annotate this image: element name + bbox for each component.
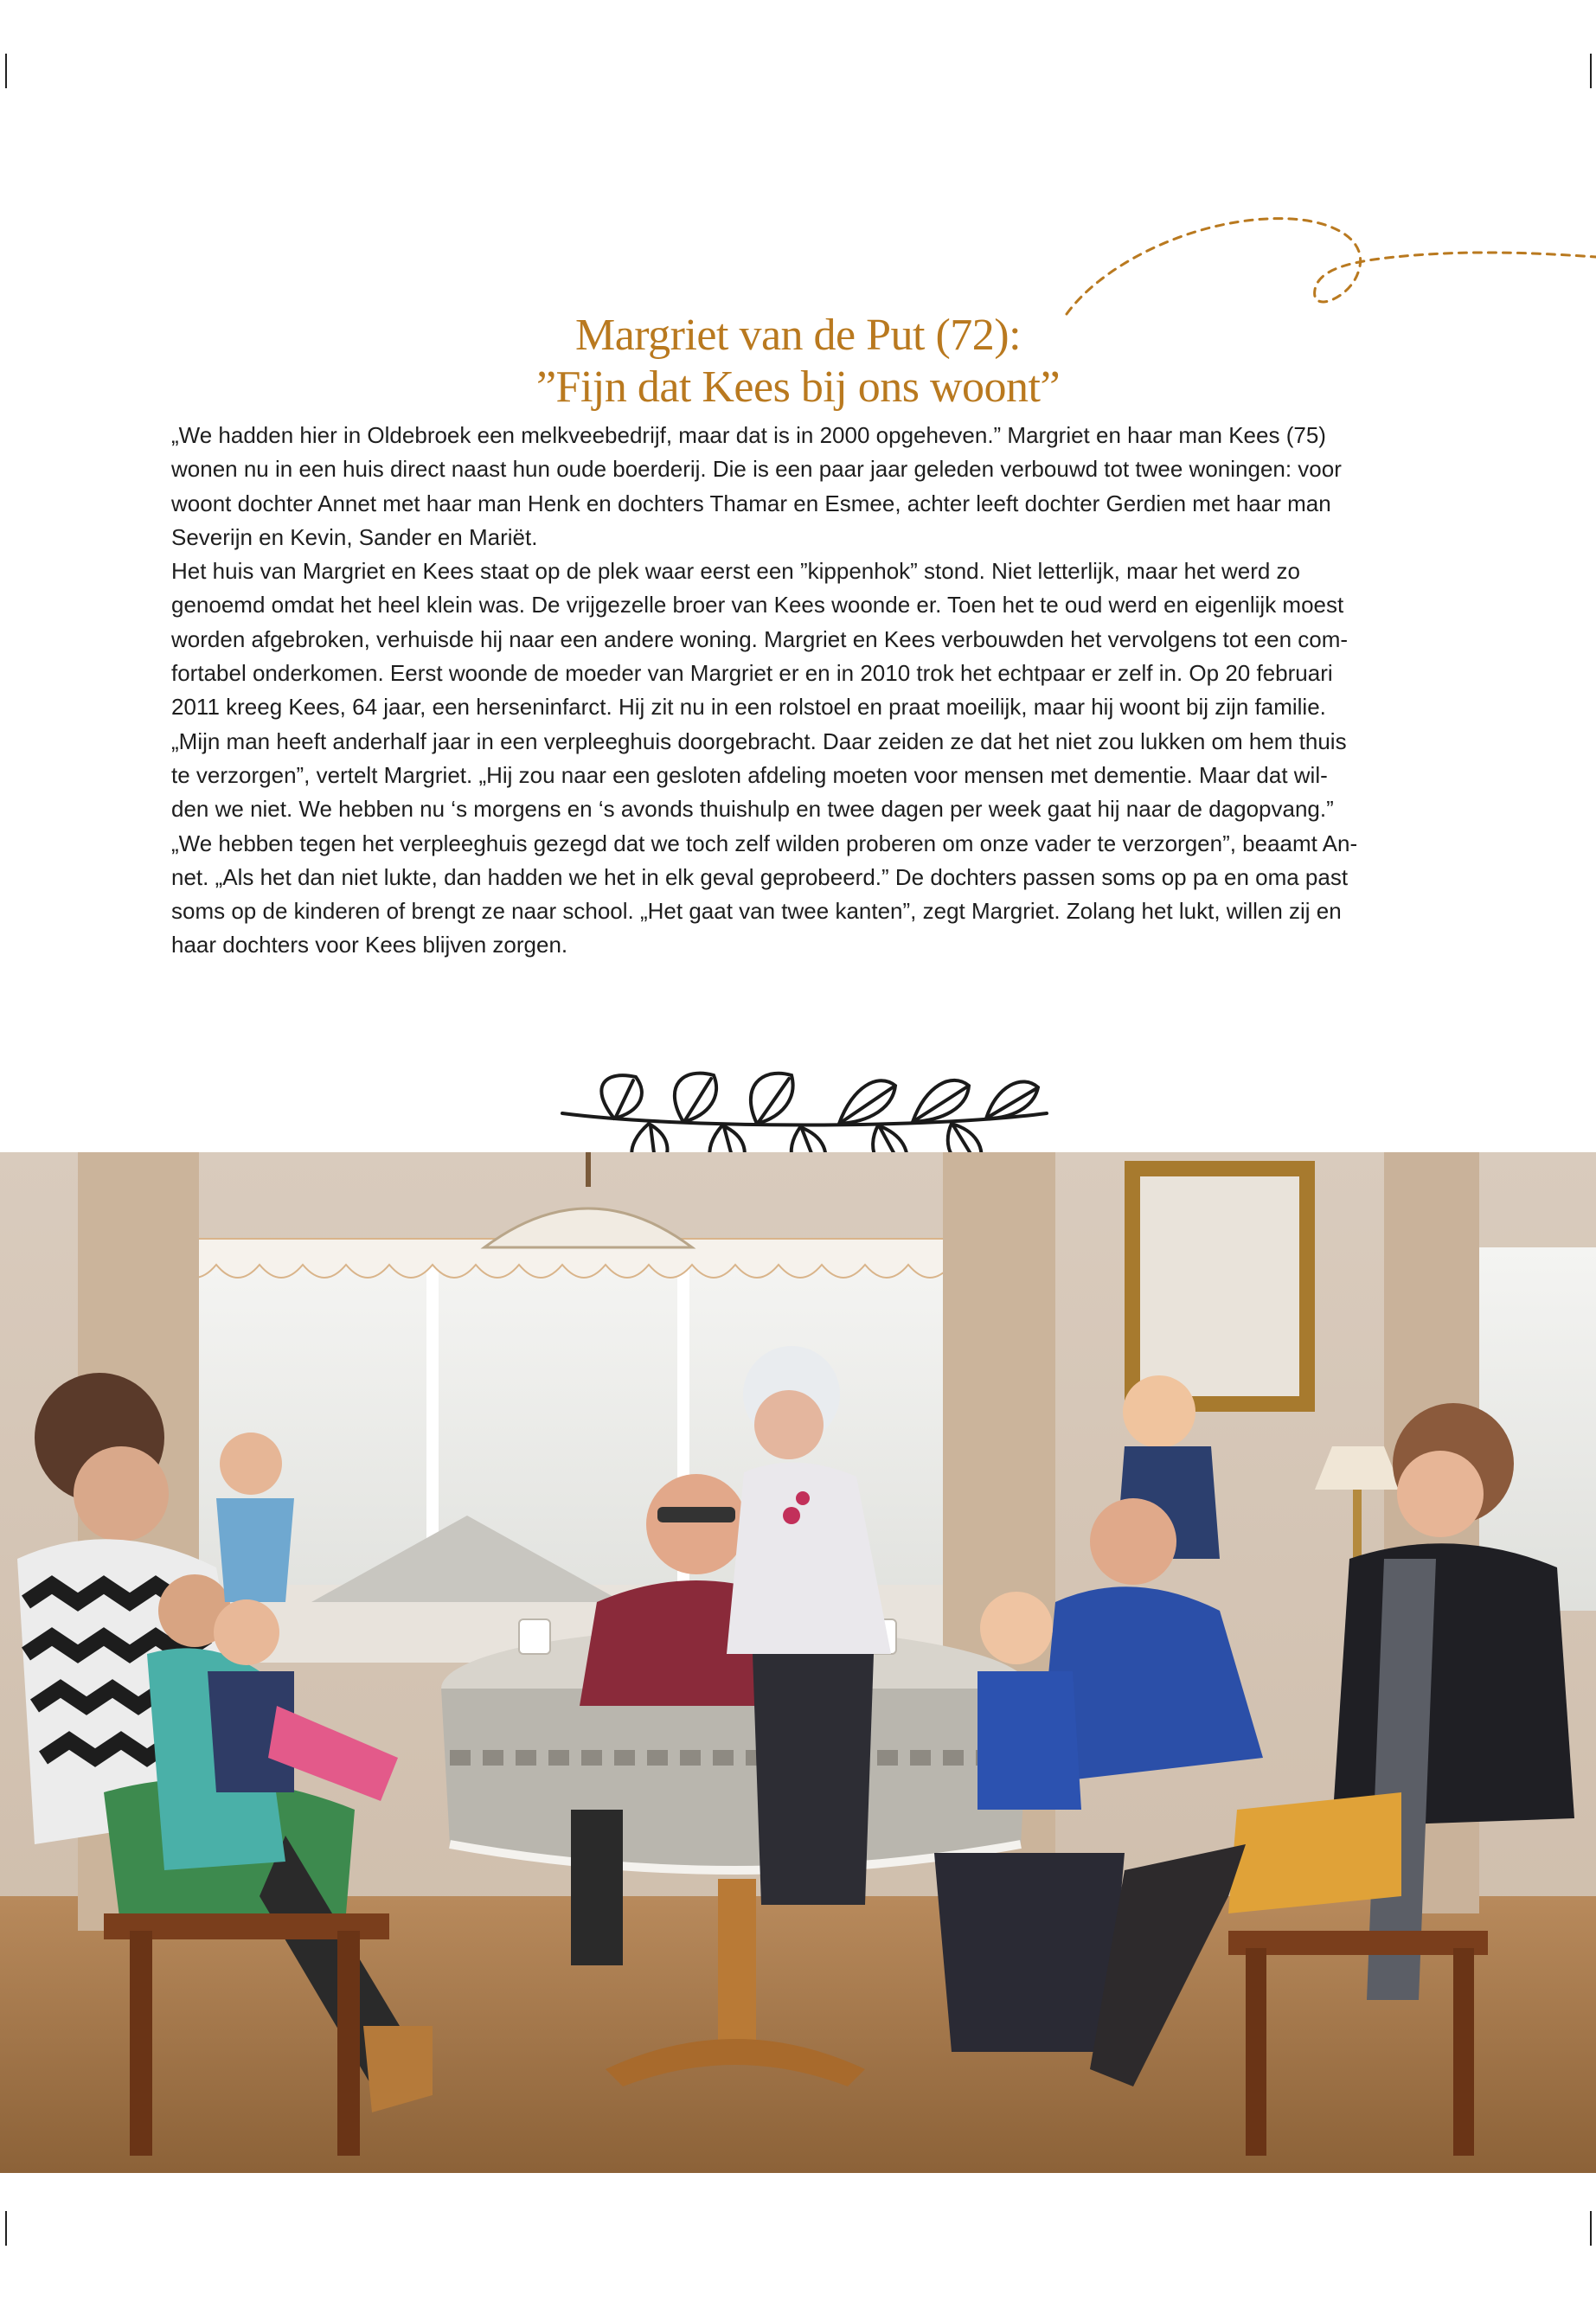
family-photo bbox=[0, 1152, 1596, 2173]
body-line: te verzorgen”, vertelt Margriet. „Hij zou naar een gesloten afdeling moeten voor mensen met dementie. Maar dat wil- bbox=[171, 761, 1328, 788]
crop-mark-bottom-right bbox=[1590, 2211, 1592, 2246]
family-living-room-illustration bbox=[0, 1152, 1596, 2173]
article-body bbox=[171, 419, 1426, 963]
title-line-2: ”Fijn dat Kees bij ons woont” bbox=[535, 362, 1061, 412]
body-line: den we niet. We hebben nu ‘s morgens en ‘s avonds thuishulp en twee dagen per week gaat hij naar de dagopvang.” bbox=[171, 796, 1334, 823]
title-line-1: Margriet van de Put (72): bbox=[574, 311, 1022, 360]
crop-mark-top-right bbox=[1590, 54, 1592, 88]
body-line: haar dochters voor Kees blijven zorgen. bbox=[171, 932, 568, 958]
crop-mark-top-left bbox=[5, 54, 7, 88]
body-line: soms op de kinderen of brengt ze naar school. „Het gaat van twee kanten”, zegt Margriet. Zolang het lukt, willen zij en bbox=[171, 898, 1342, 925]
body-line: wonen nu in een huis direct naast hun oude boerderij. Die is een paar jaar geleden verbouwd tot twee woningen: voor bbox=[171, 456, 1342, 483]
body-line: „We hadden hier in Oldebroek een melkveebedrijf, maar dat is in 2000 opgeheven.” Margriet en haar man Kees (75) bbox=[171, 422, 1326, 448]
body-line: woont dochter Annet met haar man Henk en dochters Thamar en Esmee, achter leeft dochter Gerdien met haar man bbox=[171, 490, 1331, 516]
body-line: fortabel onderkomen. Eerst woonde de moeder van Margriet er en in 2010 trok het echtpaar er zelf in. Op 20 februari bbox=[171, 660, 1333, 687]
crop-mark-bottom-left bbox=[5, 2211, 7, 2246]
body-line: Severijn en Kevin, Sander en Mariët. bbox=[171, 523, 538, 550]
body-line: 2011 kreeg Kees, 64 jaar, een herseninfarct. Hij zit nu in een rolstoel en praat moeilijk, maar hij woont bij zijn familie. bbox=[171, 694, 1326, 721]
body-line: „Mijn man heeft anderhalf jaar in een verpleeghuis doorgebracht. Daar zeiden ze dat het niet zou lukken om hem thuis bbox=[171, 727, 1347, 754]
body-line: net. „Als het dan niet lukte, dan hadden we het in elk geval geprobeerd.” De dochters passen soms op pa en oma past bbox=[171, 863, 1349, 890]
body-line: worden afgebroken, verhuisde hij naar een andere woning. Margriet en Kees verbouwden het vervolgens tot een com- bbox=[171, 625, 1349, 652]
body-line: Het huis van Margriet en Kees staat op de plek waar eerst een ”kippenhok” stond. Niet letterlijk, maar het werd zo bbox=[171, 558, 1300, 585]
article-title bbox=[329, 310, 1267, 413]
body-line: genoemd omdat het heel klein was. De vrijgezelle broer van Kees woonde er. Toen het te oud werd en eigenlijk moest bbox=[171, 592, 1344, 619]
body-line: „We hebben tegen het verpleeghuis gezegd dat we toch zelf wilden proberen om onze vader te verzorgen”, beaamt An- bbox=[171, 830, 1358, 856]
